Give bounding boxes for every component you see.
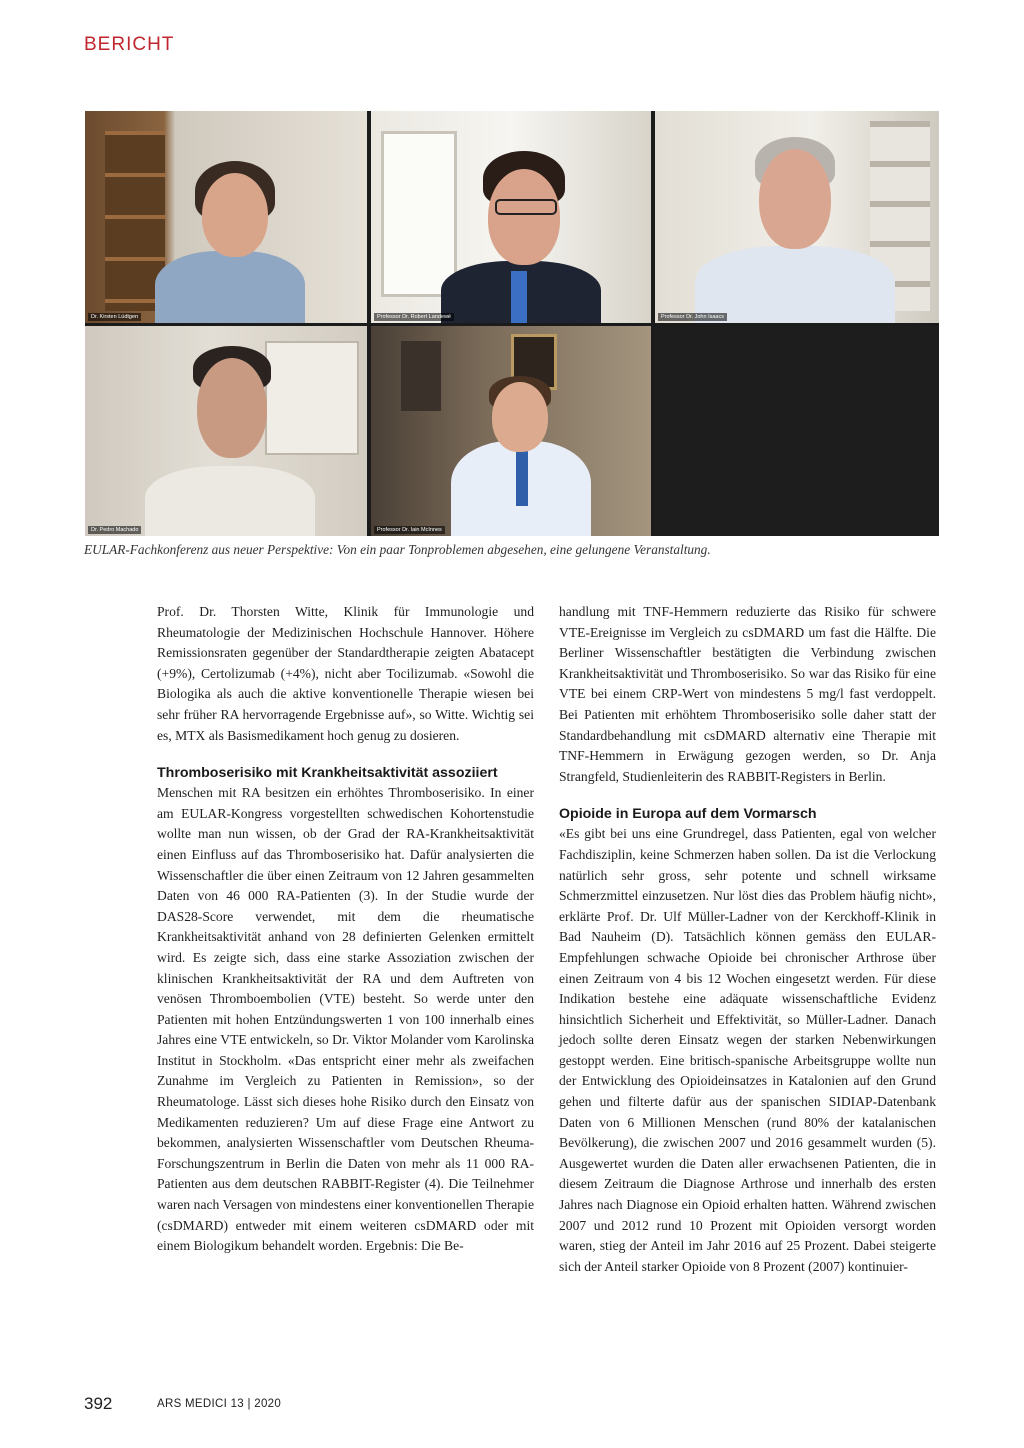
photo-caption: EULAR-Fachkonferenz aus neuer Perspektive: Von ein paar Tonproblemen abgesehen, eine gelungene Veranstaltung. bbox=[84, 542, 711, 557]
empty-tile bbox=[655, 326, 939, 536]
body-paragraph: Menschen mit RA besitzen ein erhöhtes Thromboserisiko. In einer am EULAR-Kongress vorgestellten schwedischen Kohortenstudie wollte man nun wissen, ob der Grad der RA-Krankheitsaktivität einen Einfluss auf das Thromboserisiko hat. Dafür analysierten die Wissenschaftler die über einen Zeitraum von 12 Jahren gesammelten Daten von 46 000 RA-Patienten (3). In der Studie wurde der DAS28-Score verwendet, mit dem die rheumatische Krankheitsaktivität anhand von 28 definierten Gelenken ermittelt wird. Es zeigte sich, dass eine starke Assoziation zwischen der klinischen Krankheitsaktivität der RA und dem Auftreten von venösen Thromboembolien (VTE) besteht. So werde unter den Patienten mit hohen Entzündungswerten 1 von 100 innerhalb eines Jahres eine VTE entwickeln, so Dr. Viktor Molander vom Karolinska Institut in Stockholm. «Das entspricht einer mehr als zweifachen Zunahme im Vergleich zu Patienten in Remission», so der Rheumatologe. Lässt sich dieses hohe Risiko durch den Einsatz von Medikamenten reduzieren? Um auf diese Frage eine Antwort zu bekommen, analysierten Wissenschaftler vom Deutschen Rheuma-Forschungszentrum in Berlin die Daten von mehr als 11 000 RA-Patienten aus dem deutschen RABBIT-Register (4). Die Teilnehmer waren nach Versagen von mindestens einer konventionellen Therapie (csDMARD) entweder mit einem weiteren csDMARD oder mit einem Biologikum behandelt worden. Ergebnis: Die Be- bbox=[157, 785, 534, 1254]
section-label: BERICHT bbox=[84, 34, 175, 55]
section-heading: Opioide in Europa auf dem Vormarsch bbox=[559, 806, 817, 823]
participant-name: Dr. Kirsten Lüdtgen bbox=[88, 313, 141, 321]
page-number: 392 bbox=[84, 1394, 113, 1413]
participant-name: Professor Dr. Robert Landewé bbox=[374, 313, 454, 321]
journal-issue: ARS MEDICI 13 | 2020 bbox=[157, 1398, 282, 1410]
participant-tile bbox=[85, 326, 367, 536]
body-paragraph: handlung mit TNF-Hemmern reduzierte das Risiko für schwere VTE-Ereignisse im Vergleich zu csDMARD um fast die Hälfte. Die Berliner Wissenschaftler bestätigten die Verbindung zwischen Krankheitsaktivität und Thromboserisiko. So war das Risiko für eine VTE bei einem CRP-Wert von mindestens 5 mg/l fast verdoppelt. Bei Patienten mit erhöhtem Thromboserisiko solle daher statt der Standardbehandlung mit csDMARD alternativ eine Therapie mit TNF-Hemmern in Erwägung gezogen werden, so Dr. Anja Strangfeld, Studienleiterin des RABBIT-Registers in Berlin. bbox=[559, 604, 936, 784]
participant-tile bbox=[85, 111, 367, 323]
participant-name: Professor Dr. Iain McInnes bbox=[374, 526, 445, 534]
participant-tile bbox=[655, 111, 939, 323]
left-column bbox=[157, 602, 534, 1257]
participant-name: Dr. Pedro Machado bbox=[88, 526, 141, 534]
participant-tile bbox=[371, 111, 651, 323]
body-paragraph: «Es gibt bei uns eine Grundregel, dass Patienten, egal von welcher Fachdisziplin, keine Schmerzen haben sollen. Da ist die Verlockung natürlich sehr gross, sehr potente und schnell wirksame Schmerzmittel einzusetzen. Nur löst dies das Problem häufig nicht», erklärte Prof. Dr. Ulf Müller-Ladner von der Kerckhoff-Klinik in Bad Nauheim (D). Tatsächlich können gemäss den EULAR-Empfehlungen schwache Opioide bei chronischer Arthrose über einen Zeitraum von 4 bis 12 Wochen eingesetzt werden. Für diese Indikation bestehe eine adäquate wissenschaftliche Evidenz hinsichtlich Sicherheit und Effektivität, so Müller-Ladner. Danach jedoch sollte deren Einsatz wegen der starken Nebenwirkungen gestoppt werden. Eine britisch-spanische Arbeitsgruppe wollte nun der Entwicklung des Opioideinsatzes in Katalonien auf den Grund gehen und filterte dafür aus der spanischen SIDIAP-Datenbank Daten von 6 Millionen Menschen (rund 80% der katalanischen Bevölkerung), die zwischen 2007 und 2016 gesammelt wurden (5). Ausgewertet wurden die Daten aller erwachsenen Patienten, die in diesem Zeitraum die Diagnose Arthrose und innerhalb des ersten Jahres nach Diagnose ein Opioid erhalten hatten. Während zwischen 2007 und 2012 rund 10 Prozent mit Opioiden versorgt worden waren, stieg der Anteil im Jahr 2016 auf 25 Prozent. Dabei steigerte sich der Anteil starker Opioide von 8 Prozent (2007) kontinuier- bbox=[559, 826, 936, 1274]
participant-name: Professor Dr. John Isaacs bbox=[658, 313, 727, 321]
participant-tile bbox=[371, 326, 651, 536]
body-paragraph: Prof. Dr. Thorsten Witte, Klinik für Immunologie und Rheumatologie der Medizinischen Hochschule Hannover. Höhere Remissionsraten gegenüber der Standardtherapie zeigten Abatacept (+9%), Certolizumab (+4%), nicht aber Tocilizumab. «Sowohl die Biologika als auch die aktive konventionelle Therapie wiesen bei sehr früher RA hervorragende Ergebnisse auf», so Witte. Wichtig sei es, MTX als Basismedikament hoch genug zu dosieren. bbox=[157, 604, 534, 743]
right-column bbox=[559, 602, 936, 1277]
section-heading: Thromboserisiko mit Krankheitsaktivität assoziiert bbox=[157, 765, 498, 782]
video-conference-photo bbox=[85, 111, 939, 536]
